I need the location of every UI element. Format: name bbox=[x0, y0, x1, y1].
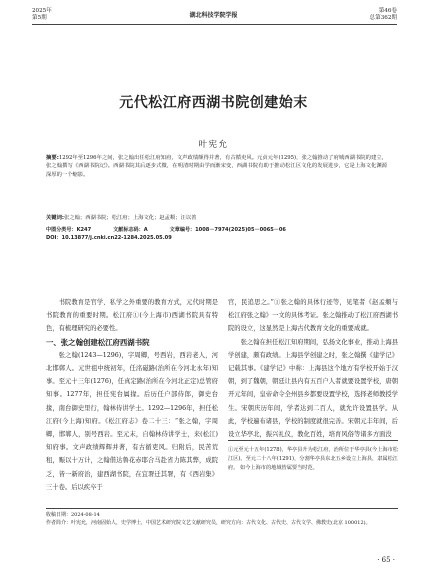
body-paragraph: 官，民追思之。”①张之翰的具体行迹等，见笔者《赵孟頫与松江府张之翰》一文的具体考证。张之翰推动了松江府西湖书院的设立，这显然是上海古代教育文化的重要成就。 bbox=[228, 299, 399, 333]
header-rule bbox=[32, 24, 397, 25]
abstract-label: 摘要: bbox=[46, 155, 59, 161]
journal-name: 湖北科技学院学报 bbox=[189, 12, 238, 19]
footnote-rule bbox=[228, 440, 398, 441]
intro-paragraph: 书院教育是官学、私学之外重要的教育方式，元代时期是书院教育的重要时期。松江府①(今上海市)西湖书院具有特色，有梳理研究的必要性。 bbox=[46, 299, 218, 333]
page-number: · 65 · bbox=[377, 556, 395, 564]
article-id: 文章编号：1008－7974(2025)05－0065－06 bbox=[169, 227, 286, 233]
body-paragraph: 张之翰(1243—1296)，字周卿，号西岩，西岩老人，河北邯郸人。元世祖中统初年，任洺磁路(治所在今河北永年)知事。至元十三年(1276)，任真定路(治所在今河北正定)总管府知事。1277年，担任宪台属掾。后历任户部侍郎，御史台掾，南台御史里行，翰林侍讲学士。1292—1296年，担任松江府(今上海)知府。《松江府志》卷二十三：“张之翰，字周卿，邯郸人，别号西岩。至元末，自翰林侍讲学士，来(松江)知府事。文声政绩辉辉并著，有古循吏风。归附后，民苦荒租，赈以十万计，之翰偕达鲁花赤耶合马赴省力陈其弊，成院乏，皆一新府治，建西湖书院，在宜署迁其署，有《西岩集》三十卷。后以疾卒于 bbox=[46, 351, 218, 491]
body-column-left bbox=[46, 296, 218, 494]
received-rule bbox=[46, 508, 398, 509]
section-heading: 一、张之翰创建松江府西湖书院 bbox=[46, 337, 150, 347]
keywords-label: 关键词: bbox=[46, 215, 65, 221]
clc-number: 中图分类号：K247 bbox=[46, 227, 92, 233]
article-title: 元代松江府西湖书院创建始末 bbox=[119, 95, 308, 111]
received-info bbox=[46, 512, 398, 528]
abstract-text: 1292年至1296年之间，张之翰出任松江府知府，文声政绩颇得并著，有古循吏风。元贞元年(1295)，张之翰推动了府城西湖书院的建立，张之翰撰写《西湖书院记》。西湖书院其后逐步式微，在明清时期由学而渐宋变，西湖书院有助于推动松江区文化的发展进步，它是上海文化渊源深厚的一个缩影。 bbox=[46, 155, 388, 178]
header-issue: 第5期 bbox=[32, 15, 47, 21]
received-date: 收稿日期：2024-08-14 bbox=[46, 512, 100, 518]
abstract bbox=[46, 154, 387, 179]
header-volume: 第46卷 bbox=[378, 8, 397, 14]
running-header-right bbox=[370, 8, 397, 22]
header-year: 2025年 bbox=[32, 8, 52, 14]
header-total: 总第362期 bbox=[369, 15, 397, 21]
article-meta bbox=[46, 226, 387, 242]
doi: DOI：10.13877/j.cnki.cn22-1284.2025.05.09 bbox=[46, 235, 172, 241]
keywords bbox=[46, 214, 387, 222]
footnote: ①元至元十五年(1278)，华亭县升为松江府，治所位于华亭县(今上海市松江区)。至元二十八年(1291)，分割华亭县东北五乡设立上海县，隶属松江府。 如今上海市的地域皆属要当时范。 bbox=[228, 447, 398, 472]
article-author: 叶宪允 bbox=[198, 140, 229, 150]
keywords-text: 张之翰；西湖书院；松江府；上海文化；赵孟頫；汪以善 bbox=[64, 215, 197, 221]
body-paragraph: 张之翰在担任松江知府期间，弘扬文化事业，推动上海县学创建，颇有政绩。上海县学创建之时，张之翰撰《建学记》记载其事。《建学记》中称：上海县这个地方有学校开始于汉朝，到了魏朝，朝廷让县内有五百户人者就要设置学校，唐朝开元年间，皇帝命令全州县乡都要设置学校，选择老师教授学生。宋朝庆历年间，学者达到二百人，就允许设置县学。从此，学校遍布诸县，学校的制度就很完善。宋朝元丰年间，后设立华亭北，振兴礼仪，教化百姓，培育风俗等诸多方面没 bbox=[228, 338, 399, 439]
author-bio: 作者简介：叶宪允，河南固始人，史学博士，中国艺术研究院文艺文献研究员，研究方向：古代文化、古代史、古代文学、佛教史(北京 100012)。 bbox=[46, 519, 371, 526]
body-column-right bbox=[228, 296, 398, 441]
document-code: 文献标志码：A bbox=[113, 227, 148, 233]
